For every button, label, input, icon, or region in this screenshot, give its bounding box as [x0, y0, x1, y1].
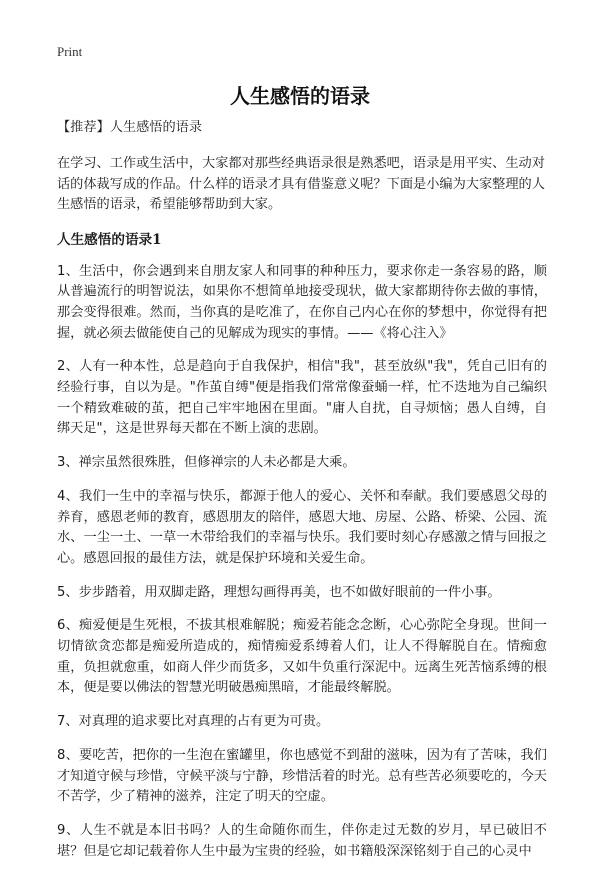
section-title: 人生感悟的语录1 [57, 231, 162, 248]
quote-item: 1、生活中，你会遇到来自朋友家人和同事的种种压力，要求你走一条容易的路，顺从普遍流行的明智说法，如果你不想简单地接受现状，做大家都期待你去做的事情，那会变得很难。然而，当你真的是吃准了，在你自己内心在你的梦想中，你觉得有把握，就必须去做能使自己的见解成为现实的事情。——《将心注入》 [57, 263, 547, 341]
quote-item: 3、禅宗虽然很殊胜，但修禅宗的人未必都是大乘。 [57, 455, 356, 471]
quote-item: 5、步步踏着，用双脚走路，理想勾画得再美，也不如做好眼前的一件小事。 [57, 584, 501, 600]
quote-item: 6、痴爱便是生死根，不拔其根难解脱；痴爱若能念念断，心心弥陀全身现。世间一切情欲贪恋都是痴爱所造成的，痴情痴爱系缚着人们，让人不得解脱自在。情痴愈重，负担就愈重，如商人伴少而货多，又如牛负重行深泥中。远离生死苦恼系缚的根本，便是要以佛法的智慧光明破愚痴黑暗，才能最终解脱。 [57, 618, 547, 696]
page-title: 人生感悟的语录 [230, 84, 370, 108]
article-body [57, 118, 547, 875]
print-link[interactable]: Print [57, 44, 83, 59]
quote-item: 2、人有一种本性，总是趋向于自我保护，相信"我"，甚至放纵"我"，凭自己旧有的经验行事，自以为是。"作茧自缚"便是指我们常常像蚕蛹一样，忙不迭地为自己编织一个精致难破的茧，把自己牢牢地困在里面。"庸人自扰，自寻烦恼；愚人自缚，自绑天足"，这是世界每天都在不断上演的悲剧。 [57, 359, 547, 437]
quote-item: 7、对真理的追求要比对真理的占有更为可贵。 [57, 714, 330, 730]
quote-item: 8、要吃苦，把你的一生泡在蜜罐里，你也感觉不到甜的滋味，因为有了苦味，我们才知道守候与珍惜，守候平淡与宁静，珍惜活着的时光。总有些苦必须要吃的，今天不苦学，少了精神的滋养，注定了明天的空虚。 [57, 747, 547, 805]
quote-item: 4、我们一生中的幸福与快乐，都源于他人的爱心、关怀和奉献。我们要感恩父母的养育，感恩老师的教育，感恩朋友的陪伴，感恩大地、房屋、公路、桥梁、公园、流水、一尘一土、一草一木带给我们的幸福与快乐。我们要时刻心存感激之情与回报之心。感恩回报的最佳方法，就是保护环境和关爱生命。 [57, 488, 547, 566]
recommend-line: 【推荐】人生感悟的语录 [57, 120, 203, 135]
intro-paragraph: 在学习、工作或生活中，大家都对那些经典语录很是熟悉吧，语录是用平实、生动对话的体裁写成的作品。什么样的语录才具有借鉴意义呢？下面是小编为大家整理的人生感悟的语录，希望能够帮助到大家。 [57, 156, 545, 212]
quote-item: 9、人生不就是本旧书吗？人的生命随你而生，伴你走过无数的岁月，早已破旧不堪？但是它却记载着你人生中最为宝贵的经验，如书籍般深深铭刻于自己的心灵中 [57, 822, 547, 859]
